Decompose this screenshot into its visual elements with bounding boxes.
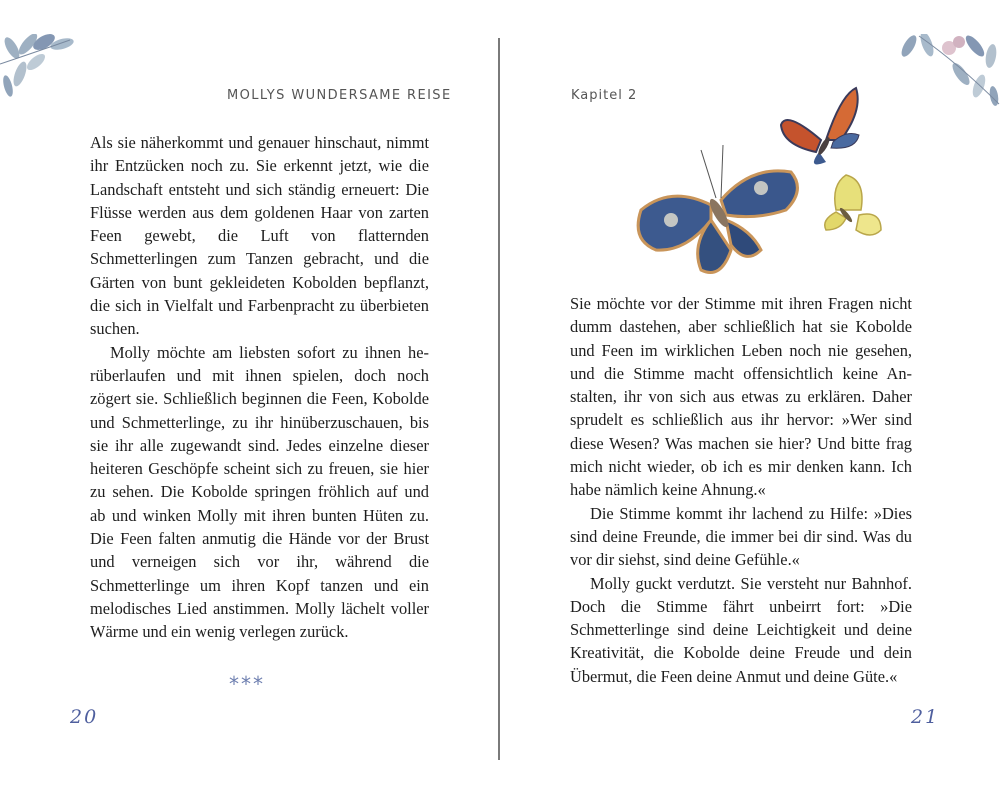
body-text [570,292,912,688]
page-number: 21 [911,706,940,728]
paragraph: Molly guckt verdutzt. Sie versteht nur Bahnhof. Doch die Stimme fährt unbeirrt fort: »Die Schmetterlinge sind deine Leichtigkeit und deine Kreativität, die Kobolde deine Freude und dein Übermut, die Feen deine Anmut und deine Güte.« [570,573,912,686]
butterfly-orange [781,88,859,164]
leaves-ornament-left [0,34,80,104]
butterflies-illustration [631,80,891,285]
butterfly-yellow [825,175,881,235]
page-number: 20 [70,706,99,728]
butterfly-blue [638,145,797,273]
running-header: Kapitel 2 [571,88,638,103]
section-separator: *** [229,672,265,696]
body-text [90,131,429,644]
paragraph: Als sie näherkommt und genauer hinschaut, nimmt ihr Entzücken noch zu. Sie erkennt jetzt, wie die Landschaft entsteht und sich ständig erneuert: Die Flüsse werden aus dem goldenen Haar von zarten Feen gewebt, die Luft von flatternden Schmetterlingen zum Tanzen gebracht, und die Gärten von bunt gekleideten Kobolden bepflanzt, die sich in Vielfalt und Farbenpracht zu überbieten suchen. [90,133,429,339]
leaves-ornament-right [899,34,1000,114]
paragraph: Sie möchte vor der Stimme mit ihren Fragen nicht dumm dastehen, aber schließlich hat sie Kobolde und Feen im wirklichen Leben noch nie gesehen, und die Stimme macht offensichtlich keine Anstalten, ihr von sich aus etwas zu erklären. Daher sprudelt es schließlich aus ihr hervor: »Wer sind diese Wesen? Was machen sie hier? Und bitte frag mich nicht wieder, ob ich es mir denken kann. Ich habe nämlich keine Ahnung.« [570,294,912,500]
left-page [0,0,499,800]
gutter-divider [498,38,500,760]
running-header: MOLLYS WUNDERSAME REISE [227,88,452,103]
paragraph: Die Stimme kommt ihr lachend zu Hilfe: »Dies sind deine Freunde, die immer bei dir sind. Was du vor dir siehst, sind deine Gefühle.« [570,503,912,570]
paragraph: Molly möchte am liebsten sofort zu ihnen herüberlaufen und mit ihnen spielen, doch noch zögert sie. Schließlich beginnen die Feen, Kobolde und Schmetterlinge, zu ihr hinüberzuschauen, bis sie ihr alle zugewandt sind. Jedes einzelne dieser heiteren Geschöpfe scheint sich zu freuen, sie hier zu sehen. Die Kobolde springen fröhlich auf und ab und winken Molly mit ihren bunten Hüten zu. Die Feen falten anmutig die Hände vor der Brust und verneigen sich vor ihr, während die Schmetterlinge um ihren Kopf tanzen und ein melodisches Lied anstimmen. Molly lächelt voller Wärme und ein wenig verlegen zurück. [90,342,429,642]
right-page [501,0,1000,800]
